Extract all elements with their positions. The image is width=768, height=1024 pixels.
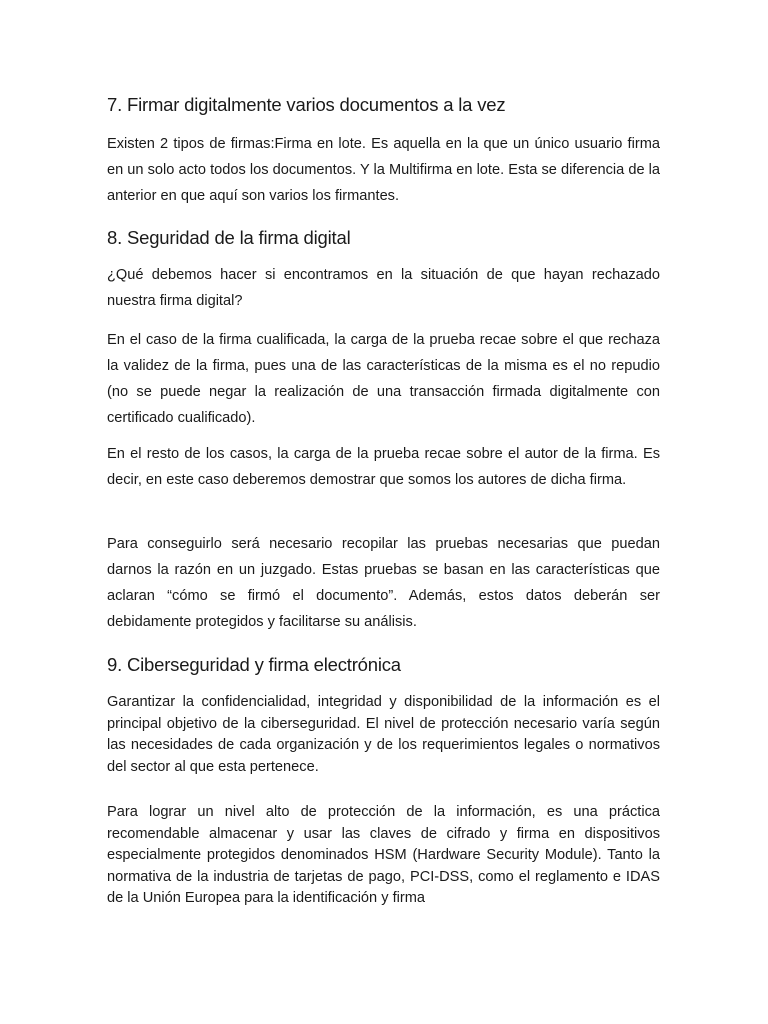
paragraph: En el resto de los casos, la carga de la prueba recae sobre el autor de la firma. Es decir, en este caso deberemos demostrar que somos los autores de dicha firma. xyxy=(107,446,660,488)
paragraph: Existen 2 tipos de firmas:Firma en lote. Es aquella en la que un único usuario firma en un solo acto todos los documentos. Y la Multifirma en lote. Esta se diferencia de la anterior en que aquí son varios los firmantes. xyxy=(107,136,660,204)
section-heading: 8. Seguridad de la firma digital xyxy=(107,227,351,248)
paragraph: Para lograr un nivel alto de protección de la información, es una práctica recomendable almacenar y usar las claves de cifrado y firma en dispositivos especialmente protegidos denominados HSM (Hardware Security Module). Tanto la normativa de la industria de tarjetas de pago, PCI-DSS, como el reglamento e IDAS de la Unión Europea para la identificación y firma xyxy=(107,804,660,906)
paragraph: En el caso de la firma cualificada, la carga de la prueba recae sobre el que rechaza la validez de la firma, pues una de las características de la misma es el no repudio (no se puede negar la realización de una transacción firmada digitalmente con certificado cualificado). xyxy=(107,332,660,426)
section-heading: 9. Ciberseguridad y firma electrónica xyxy=(107,654,401,675)
paragraph: Para conseguirlo será necesario recopilar las pruebas necesarias que puedan darnos la razón en un juzgado. Estas pruebas se basan en las características que aclaran “cómo se firmó el documento”. Además, estos datos deberán ser debidamente protegidos y facilitarse su análisis. xyxy=(107,536,660,630)
section-heading: 7. Firmar digitalmente varios documentos a la vez xyxy=(107,94,506,115)
paragraph: Garantizar la confidencialidad, integridad y disponibilidad de la información es el principal objetivo de la ciberseguridad. El nivel de protección necesario varía según las necesidades de cada organización y de los requerimientos legales o normativos del sector al que esta pertenece. xyxy=(107,694,660,775)
paragraph: ¿Qué debemos hacer si encontramos en la situación de que hayan rechazado nuestra firma digital? xyxy=(107,267,660,309)
